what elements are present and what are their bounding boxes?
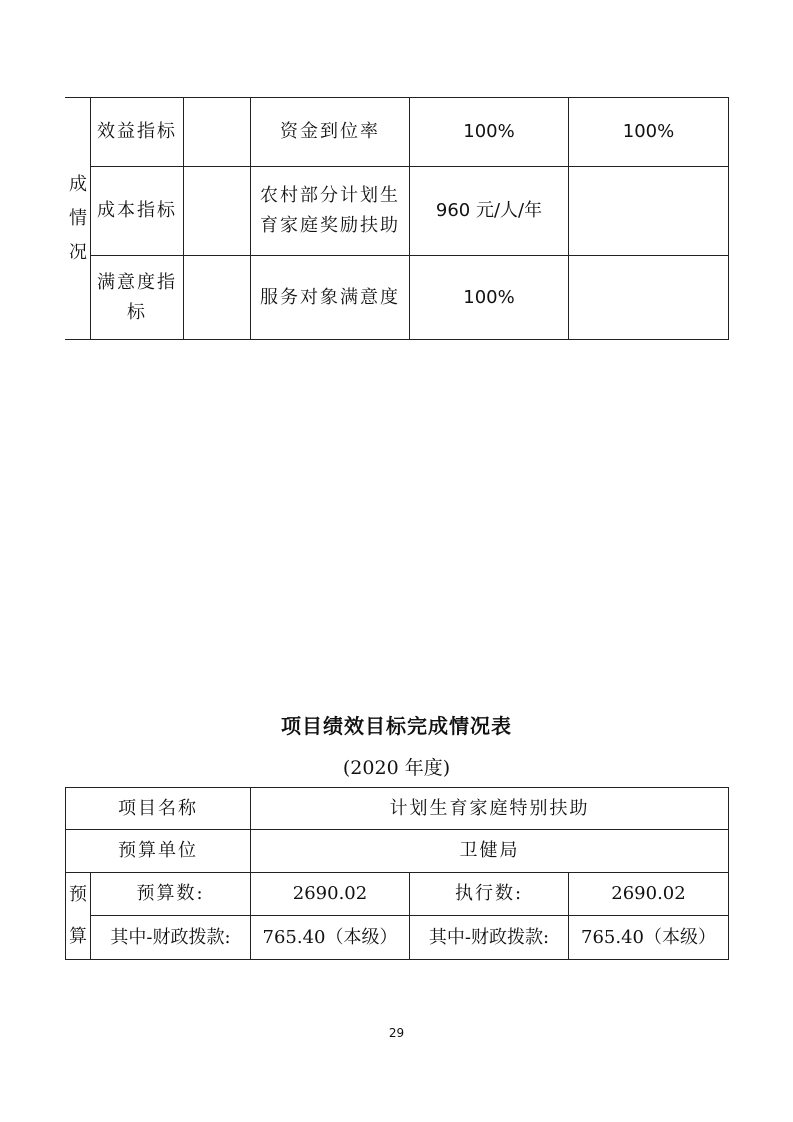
page-number: 29 (388, 1026, 405, 1040)
indicator-cell: 农村部分计划生育家庭奖励扶助 (251, 167, 410, 256)
indicator-cell: 资金到位率 (251, 98, 410, 167)
table-row (66, 830, 729, 873)
budget-unit-label: 预算单位 (66, 830, 251, 873)
project-name-value: 计划生育家庭特别扶助 (251, 788, 729, 830)
page-subtitle: (2020 年度) (342, 757, 451, 779)
fiscal-value: 765.40（本级） (569, 916, 729, 960)
category-cell: 效益指标 (91, 98, 184, 167)
budget-value: 2690.02 (251, 873, 410, 916)
sub-category-cell (184, 256, 251, 340)
fiscal-label: 其中-财政拨款: (91, 916, 251, 960)
sub-category-cell (184, 98, 251, 167)
project-name-label: 项目名称 (66, 788, 251, 830)
target-value-cell: 100% (410, 98, 569, 167)
actual-value-cell (569, 256, 729, 340)
target-value-cell: 960 元/人/年 (410, 167, 569, 256)
fiscal-value: 765.40（本级） (251, 916, 410, 960)
section-label: 成情况 (66, 98, 91, 340)
exec-value: 2690.02 (569, 873, 729, 916)
target-value-cell: 100% (410, 256, 569, 340)
category-cell: 成本指标 (91, 167, 184, 256)
table-row (66, 256, 729, 340)
budget-label: 预算数: (91, 873, 251, 916)
fiscal-label: 其中-财政拨款: (410, 916, 569, 960)
budget-unit-value: 卫健局 (251, 830, 729, 873)
performance-indicator-table (65, 97, 729, 340)
table-row (66, 167, 729, 256)
budget-side-label: 预算 (66, 873, 91, 960)
exec-label: 执行数: (410, 873, 569, 916)
sub-category-cell (184, 167, 251, 256)
page-title: 项目绩效目标完成情况表 (281, 714, 512, 738)
indicator-cell: 服务对象满意度 (251, 256, 410, 340)
project-summary-table (65, 787, 729, 960)
actual-value-cell (569, 167, 729, 256)
category-cell: 满意度指标 (91, 256, 184, 340)
table-row (66, 788, 729, 830)
table-row (66, 98, 729, 167)
table-row (66, 873, 729, 916)
table-row (66, 916, 729, 960)
actual-value-cell: 100% (569, 98, 729, 167)
